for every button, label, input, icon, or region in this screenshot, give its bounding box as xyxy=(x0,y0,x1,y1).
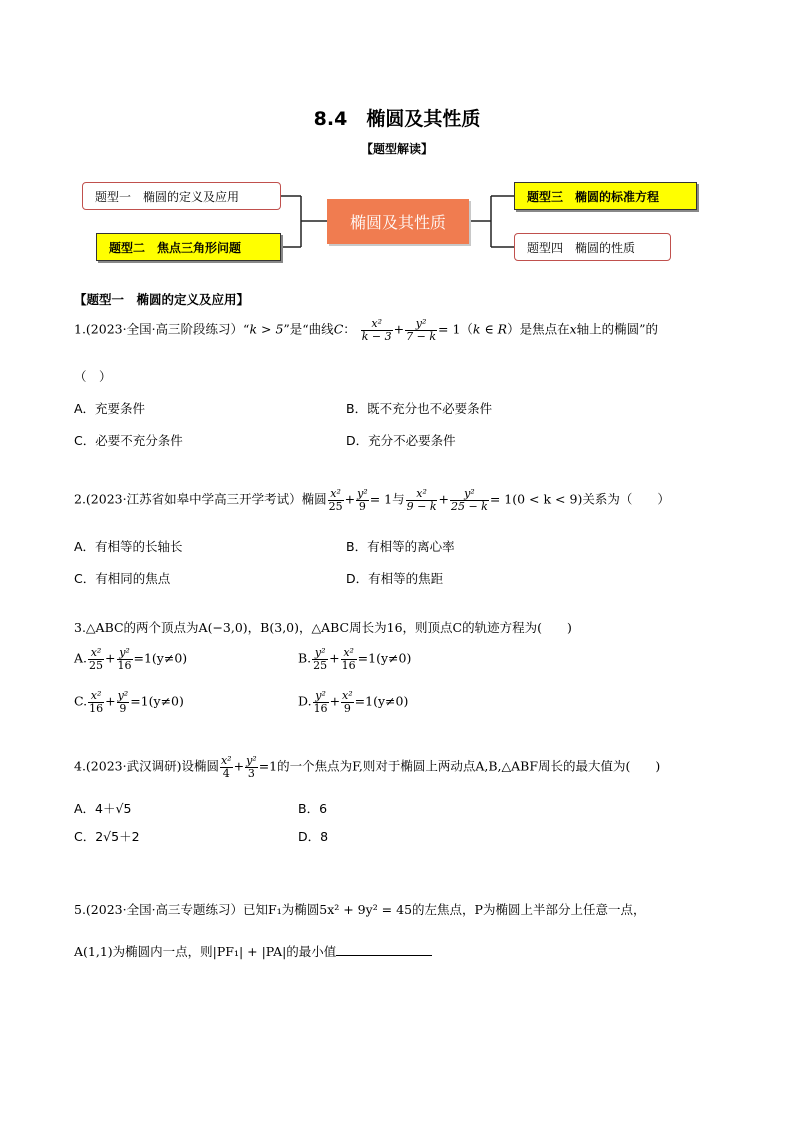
question-2: 2.(2023·江苏省如皋中学高三开学考试）椭圆 $\frac{\text{x²}}{25}$ + $\frac{\text{y²}}{9}$ = 1与 $\frac{\text{x²}}{9 - k}$ + $\frac{\text{y²}}{25 - k}$ = 1(0 < k < 9)关系为（ ） xyxy=(74,487,670,513)
mindmap-node-type2: 题型二 焦点三角形问题 xyxy=(96,233,281,261)
q2-option-b[interactable]: B．有相等的离心率 xyxy=(346,539,455,554)
question-3: 3.△ABC的两个顶点为A(−3,0)，B(3,0)，△ABC周长为16，则顶点C的轨迹方程为( ) xyxy=(74,620,572,635)
question-1-paren: （ ） xyxy=(74,369,112,384)
question-5-line-2: A(1,1)为椭圆内一点，则|PF₁| + |PA|的最小值 xyxy=(74,942,432,960)
q4-option-d[interactable]: D．8 xyxy=(298,829,329,844)
q4-option-b[interactable]: B．6 xyxy=(298,801,328,816)
question-4: 4.(2023·武汉调研)设椭圆 $\frac{\text{x²}}{4}$ + $\frac{\text{y²}}{3}$ =1的一个焦点为F,则对于椭圆上两动点A,B,△ABF周长的最大值为( ) xyxy=(74,754,661,780)
page-title: 8.4 椭圆及其性质 xyxy=(313,108,481,130)
q2-option-a[interactable]: A．有相等的长轴长 xyxy=(74,539,183,554)
mindmap-node-type3: 题型三 椭圆的标准方程 xyxy=(514,182,697,210)
section-heading: 【题型一 椭圆的定义及应用】 xyxy=(74,292,250,307)
q2-option-c[interactable]: C．有相同的焦点 xyxy=(74,571,171,586)
q3-option-a[interactable]: A. $\frac{\text{x²}}{25}$ + $\frac{\text{y²}}{16}$ =1(y≠0) xyxy=(74,646,188,672)
q1-option-d[interactable]: D．充分不必要条件 xyxy=(346,433,456,448)
mindmap-center: 椭圆及其性质 xyxy=(327,199,469,244)
answer-blank[interactable] xyxy=(336,945,432,956)
q2-option-d[interactable]: D．有相等的焦距 xyxy=(346,571,444,586)
question-5-line-1: 5.(2023·全国·高三专题练习）已知F₁为椭圆5x² + 9y² = 45的左焦点，P为椭圆上半部分上任意一点， xyxy=(74,902,646,917)
q4-option-c[interactable]: C．2√5＋2 xyxy=(74,829,140,844)
q1-option-c[interactable]: C．必要不充分条件 xyxy=(74,433,183,448)
q3-option-b[interactable]: B. $\frac{\text{y²}}{25}$ + $\frac{\text{x²}}{16}$ =1(y≠0) xyxy=(298,646,412,672)
q3-option-d[interactable]: D. $\frac{\text{y²}}{16}$ + $\frac{\text{x²}}{9}$ =1(y≠0) xyxy=(298,689,409,715)
q1-option-b[interactable]: B．既不充分也不必要条件 xyxy=(346,401,493,416)
section-subtitle: 【题型解读】 xyxy=(360,142,433,156)
q3-option-c[interactable]: C. $\frac{\text{x²}}{16}$ + $\frac{\text{y²}}{9}$ =1(y≠0) xyxy=(74,689,184,715)
q1-option-a[interactable]: A．充要条件 xyxy=(74,401,146,416)
question-1: 1.(2023·全国·高三阶段练习）“k > 5”是“曲线C： $\frac{\text{x²}}{k - 3}$ + $\frac{\text{y²}}{7 - k}$ = 1（k ∈ R）是焦点在x轴上的椭圆”的 xyxy=(74,317,659,343)
mindmap-node-type4: 题型四 椭圆的性质 xyxy=(514,233,671,261)
q4-option-a[interactable]: A．4＋√5 xyxy=(74,801,132,816)
mindmap-node-type1: 题型一 椭圆的定义及应用 xyxy=(82,182,281,210)
